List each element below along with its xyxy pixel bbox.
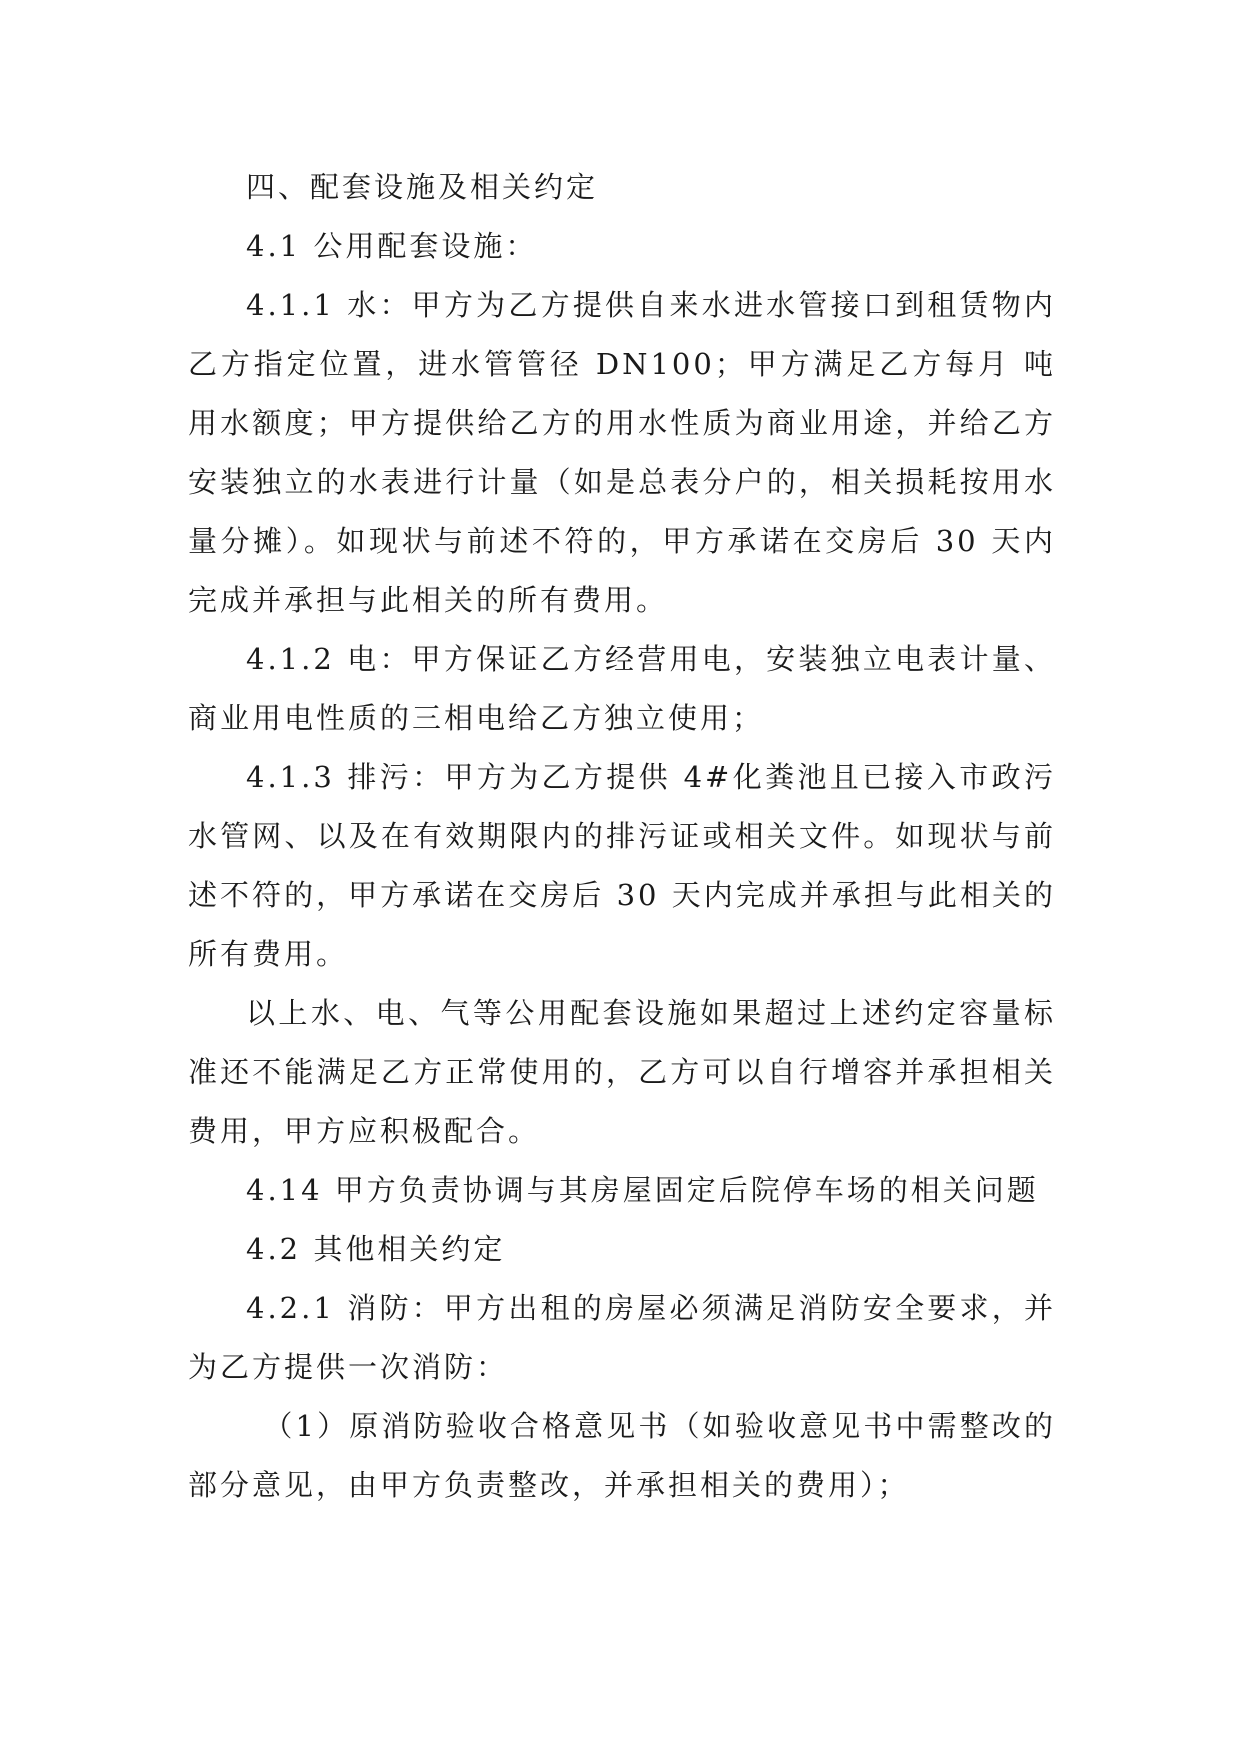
section-heading: 四、配套设施及相关约定 bbox=[246, 170, 599, 204]
clause-4-2-heading: 4.2 其他相关约定 bbox=[246, 1232, 506, 1266]
clause-4-1-3-sewage: 4.1.3 排污：甲方为乙方提供 4#化粪池且已接入市政污水管网、以及在有效期限内的排污证或相关文件。如现状与前述不符的，甲方承诺在交房后 30 天内完成并承担与此相关的所有费用。 bbox=[188, 760, 1056, 971]
clause-4-2-1-fire-safety: 4.2.1 消防：甲方出租的房屋必须满足消防安全要求，并为乙方提供一次消防： bbox=[188, 1291, 1056, 1384]
clause-4-1-2-electricity: 4.1.2 电：甲方保证乙方经营用电，安装独立电表计量、商业用电性质的三相电给乙方独立使用； bbox=[188, 642, 1056, 735]
fire-safety-item-1: （1）原消防验收合格意见书（如验收意见书中需整改的部分意见，由甲方负责整改，并承担相关的费用）； bbox=[188, 1409, 1056, 1502]
clause-4-1-heading: 4.1 公用配套设施： bbox=[246, 229, 538, 263]
clause-4-1-1-water: 4.1.1 水：甲方为乙方提供自来水进水管接口到租赁物内乙方指定位置，进水管管径 DN100；甲方满足乙方每月 吨用水额度；甲方提供给乙方的用水性质为商业用途，并给乙方安装独立的水表进行计量（如是总表分户的，相关损耗按用水量分摊）。如现状与前述不符的，甲方承诺在交房后 30 天内完成并承担与此相关的所有费用。 bbox=[188, 288, 1056, 617]
clause-4-14-parking: 4.14 甲方负责协调与其房屋固定后院停车场的相关问题 bbox=[246, 1173, 1039, 1207]
capacity-expansion-paragraph: 以上水、电、气等公用配套设施如果超过上述约定容量标准还不能满足乙方正常使用的，乙方可以自行增容并承担相关费用，甲方应积极配合。 bbox=[188, 996, 1056, 1148]
document-body bbox=[188, 158, 1056, 1515]
